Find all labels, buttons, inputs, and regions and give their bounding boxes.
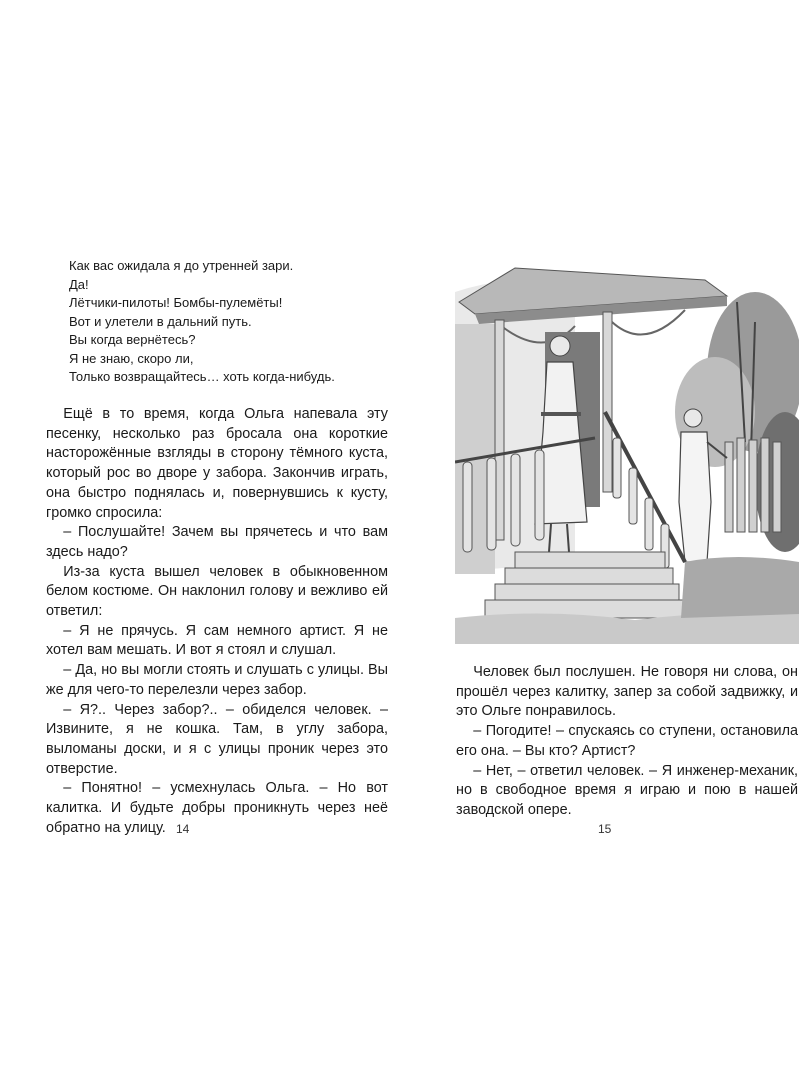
poem-line: Я не знаю, скоро ли, — [69, 350, 194, 366]
right-page — [400, 0, 800, 1089]
paragraph: Из-за куста вышел человек в обыкновенном белом костюме. Он наклонил голову и вежливо ей ответил: — [46, 563, 388, 620]
right-prose — [456, 663, 798, 821]
poem-line: Да! — [69, 276, 89, 292]
paragraph: – Я не прячусь. Я сам немного артист. Я не хотел вам мешать. И вот я стоял и слушал. — [46, 622, 388, 659]
poem-stanza — [69, 257, 389, 387]
left-prose — [46, 405, 388, 838]
paragraph: – Послушайте! Зачем вы прячетесь и что вам здесь надо? — [46, 524, 388, 560]
page-number: 15 — [598, 822, 612, 836]
paragraph: – Нет, – ответил человек. – Я инженер-механик, но в свободное время я играю и пою в нашей заводской опере. — [456, 762, 798, 818]
porch-scene-illustration — [455, 262, 799, 644]
poem-line: Как вас ожидала я до утренней зари. — [69, 258, 294, 273]
paragraph: – Я?.. Через забор?.. – обиделся человек. – Извините, я не кошка. Там, в углу забора, выломаны доски, и я с улицы проник через это отверстие. — [46, 701, 388, 777]
poem-line: Вы когда вернётесь? — [69, 332, 196, 347]
paragraph: – Да, но вы могли стоять и слушать с улицы. Вы же для чего-то перелезли через забор. — [46, 662, 388, 698]
poem-line: Вот и улетели в дальний путь. — [69, 313, 252, 329]
paragraph: – Погодите! – спускаясь со ступени, остановила его она. – Вы кто? Артист? — [456, 723, 798, 759]
poem-line: Лётчики-пилоты! Бомбы-пулемёты! — [69, 295, 283, 310]
paragraph: Человек был послушен. Не говоря ни слова, он прошёл через калитку, запер за собой задвижку, и это Ольге понравилось. — [456, 664, 798, 720]
page-number: 14 — [176, 822, 190, 836]
paragraph: Ещё в то время, когда Ольга напевала эту песенку, несколько раз бросала она короткие насторожённые взгляды в сторону тёмного куста, который рос во дворе у забора. Закончив играть, она быстро поднялась и, повернувшись к кусту, громко спросила: — [46, 406, 388, 521]
poem-line: Только возвращайтесь… хоть когда-нибудь. — [69, 369, 335, 384]
paragraph: – Понятно! – усмехнулась Ольга. – Но вот калитка. И будьте добры проникнуть через неё обратно на улицу. — [46, 780, 388, 836]
porch-scene-icon — [455, 262, 799, 644]
